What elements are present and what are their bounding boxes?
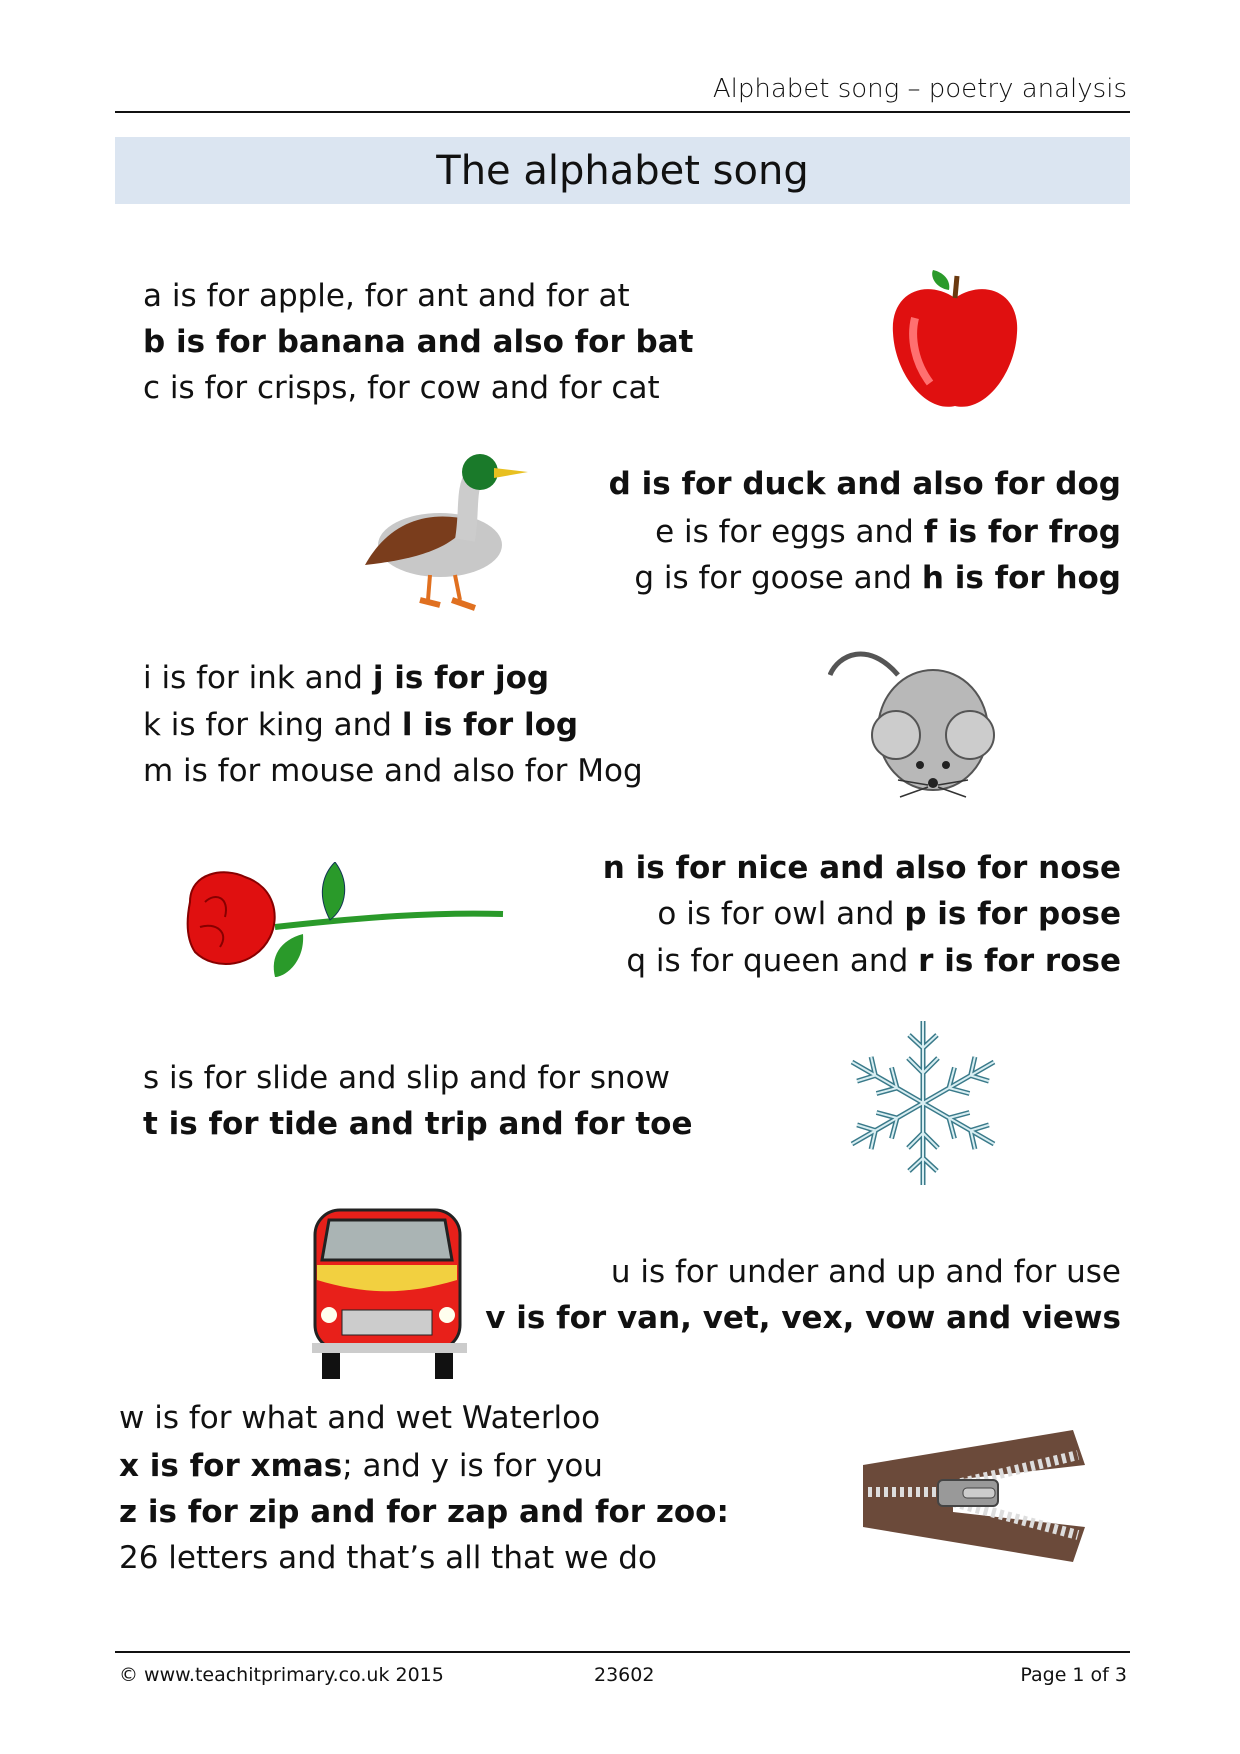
poem-line: c is for crisps, for cow and for cat (143, 370, 660, 406)
poem-line: o is for owl and p is for pose (657, 896, 1121, 932)
duck-image (360, 450, 530, 615)
footer-page-number: Page 1 of 3 (1020, 1664, 1127, 1686)
poem-line: b is for banana and also for bat (143, 324, 694, 360)
apple-image (885, 268, 1025, 414)
footer-resource-code: 23602 (594, 1664, 655, 1686)
poem-line: n is for nice and also for nose (602, 850, 1121, 886)
poem-line: s is for slide and slip and for snow (143, 1060, 670, 1096)
poem-line: z is for zip and for zap and for zoo: (119, 1494, 729, 1530)
rose-image (185, 862, 505, 982)
page-title-banner (115, 137, 1130, 204)
poem-line: k is for king and l is for log (143, 707, 579, 743)
poem-line: u is for under and up and for use (610, 1254, 1121, 1290)
poem-line: v is for van, vet, vex, vow and views (485, 1300, 1121, 1336)
van-image (307, 1205, 472, 1380)
snowflake-image (828, 1015, 1018, 1190)
poem-line: d is for duck and also for dog (608, 466, 1121, 502)
poem-line: m is for mouse and also for Mog (143, 753, 643, 789)
poem-line: t is for tide and trip and for toe (143, 1106, 693, 1142)
header-divider (115, 111, 1130, 113)
zipper-image (863, 1430, 1088, 1562)
mouse-image (828, 635, 1003, 805)
poem-line: 26 letters and that’s all that we do (119, 1540, 657, 1576)
footer-copyright: © www.teachitprimary.co.uk 2015 (119, 1664, 444, 1686)
document-subtitle: Alphabet song – poetry analysis (712, 74, 1127, 104)
poem-line: w is for what and wet Waterloo (119, 1400, 601, 1436)
page-title: The alphabet song (436, 147, 809, 194)
poem-line: e is for eggs and f is for frog (655, 514, 1121, 550)
poem-line: a is for apple, for ant and for at (143, 278, 630, 314)
poem-line: g is for goose and h is for hog (634, 560, 1121, 596)
footer-divider (115, 1651, 1130, 1653)
poem-line: q is for queen and r is for rose (626, 943, 1121, 979)
poem-line: i is for ink and j is for jog (143, 660, 550, 696)
poem-line: x is for xmas; and y is for you (119, 1448, 603, 1484)
